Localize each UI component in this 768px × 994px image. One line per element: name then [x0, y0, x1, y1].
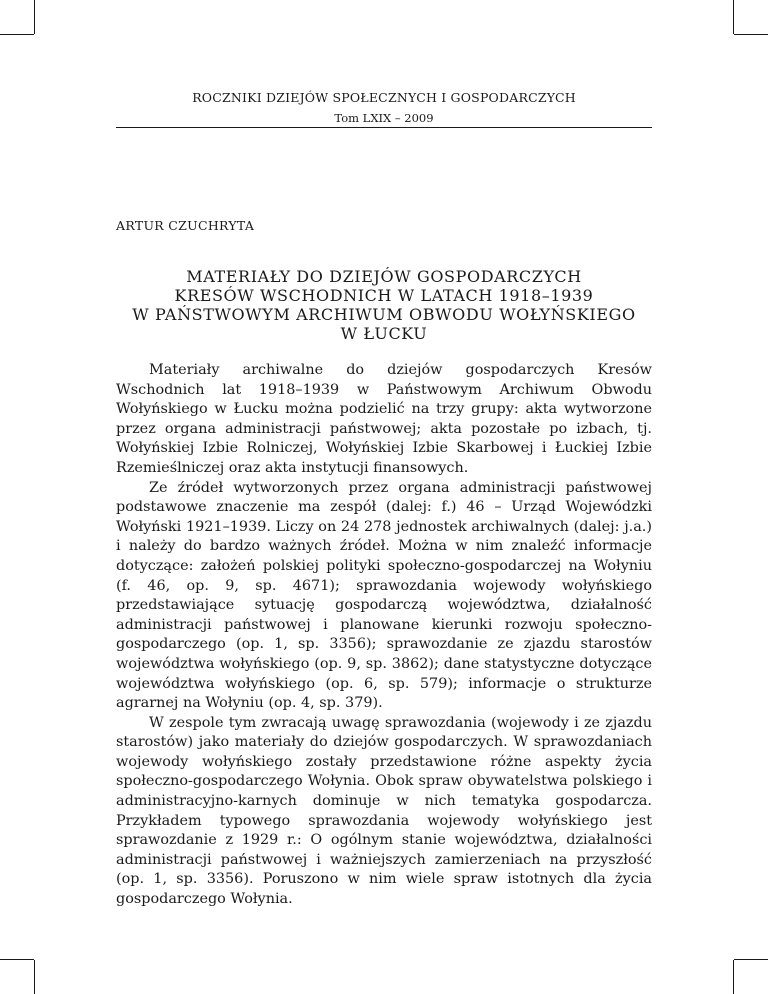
journal-volume: Tom LXIX – 2009 [334, 111, 434, 125]
article-title-line-1: MATERIAŁY DO DZIEJÓW GOSPODARCZYCH [186, 267, 582, 286]
article-author: ARTUR CZUCHRYTA [116, 218, 255, 233]
article-title-line-2: KRESÓW WSCHODNICH W LATACH 1918–1939 [174, 286, 594, 305]
article-title-line-4: W ŁUCKU [340, 324, 428, 343]
body-paragraph-3: W zespole tym zwracają uwagę sprawozdania (wojewody i ze zjazdu starostów) jako materiały do dziejów gospodarczych. W sprawozdaniach wojewody wołyńskiego zostały przedstawione różne aspekty życia społeczno-gospodarczego Wołynia. Obok spraw obywatelstwa polskiego i administracyjno-karnych dominuje w nich tematyka gospodarcza. Przykładem typowego sprawozdania wojewody wołyńskiego jest sprawozdanie z 1929 r.: O ogólnym stanie województwa, działalności administracji państwowej i ważniejszych zamierzeniach na przyszłość (op. 1, sp. 3356). Poruszono w nim wiele spraw istotnych dla życia gospodarczego Wołynia. [116, 714, 652, 908]
crop-mark-bottom-right-h [734, 959, 768, 960]
crop-mark-bottom-left [34, 960, 35, 994]
crop-mark-top-right [733, 0, 734, 34]
crop-mark-top-left [34, 0, 35, 34]
crop-mark-top-left-h [0, 34, 34, 35]
article-title-line-3: W PAŃSTWOWYM ARCHIWUM OBWODU WOŁYŃSKIEGO [132, 305, 636, 324]
crop-mark-bottom-left-h [0, 959, 34, 960]
header-rule [116, 127, 652, 128]
journal-title: ROCZNIKI DZIEJÓW SPOŁECZNYCH I GOSPODARCZYCH [192, 90, 576, 105]
crop-mark-bottom-right [733, 960, 734, 994]
journal-header [116, 90, 652, 125]
article-title [116, 267, 652, 343]
article-body [116, 361, 652, 910]
body-paragraph-2: Ze źródeł wytworzonych przez organa administracji państwowej podstawowe znaczenie ma zespół (dalej: f.) 46 – Urząd Wojewódzki Wołyński 1921–1939. Liczy on 24 278 jednostek archiwalnych (dalej: j.a.) i należy do bardzo ważnych źródeł. Można w nim znaleźć informacje dotyczące: założeń polskiej polityki społeczno-gospodarczej na Wołyniu (f. 46, op. 9, sp. 4671); sprawozdania wojewody wołyńskiego przedstawiające sytuację gospodarczą województwa, działalność administracji państwowej i planowane kierunki rozwoju społeczno-gospodarczego (op. 1, sp. 3356); sprawozdanie ze zjazdu starostów województwa wołyńskiego (op. 9, sp. 3862); dane statystyczne dotyczące województwa wołyńskiego (op. 6, sp. 579); informacje o strukturze agrarnej na Wołyniu (op. 4, sp. 379). [116, 479, 652, 712]
crop-mark-top-right-h [734, 34, 768, 35]
body-paragraph-1: Materiały archiwalne do dziejów gospodarczych Kresów Wschodnich lat 1918–1939 w Państwowym Archiwum Obwodu Wołyńskiego w Łucku można podzielić na trzy grupy: akta wytworzone przez organa administracji państwowej; akta pozostałe po izbach, tj. Wołyńskiej Izbie Rolniczej, Wołyńskiej Izbie Skarbowej i Łuckiej Izbie Rzemieślniczej oraz akta instytucji finansowych. [116, 362, 652, 476]
